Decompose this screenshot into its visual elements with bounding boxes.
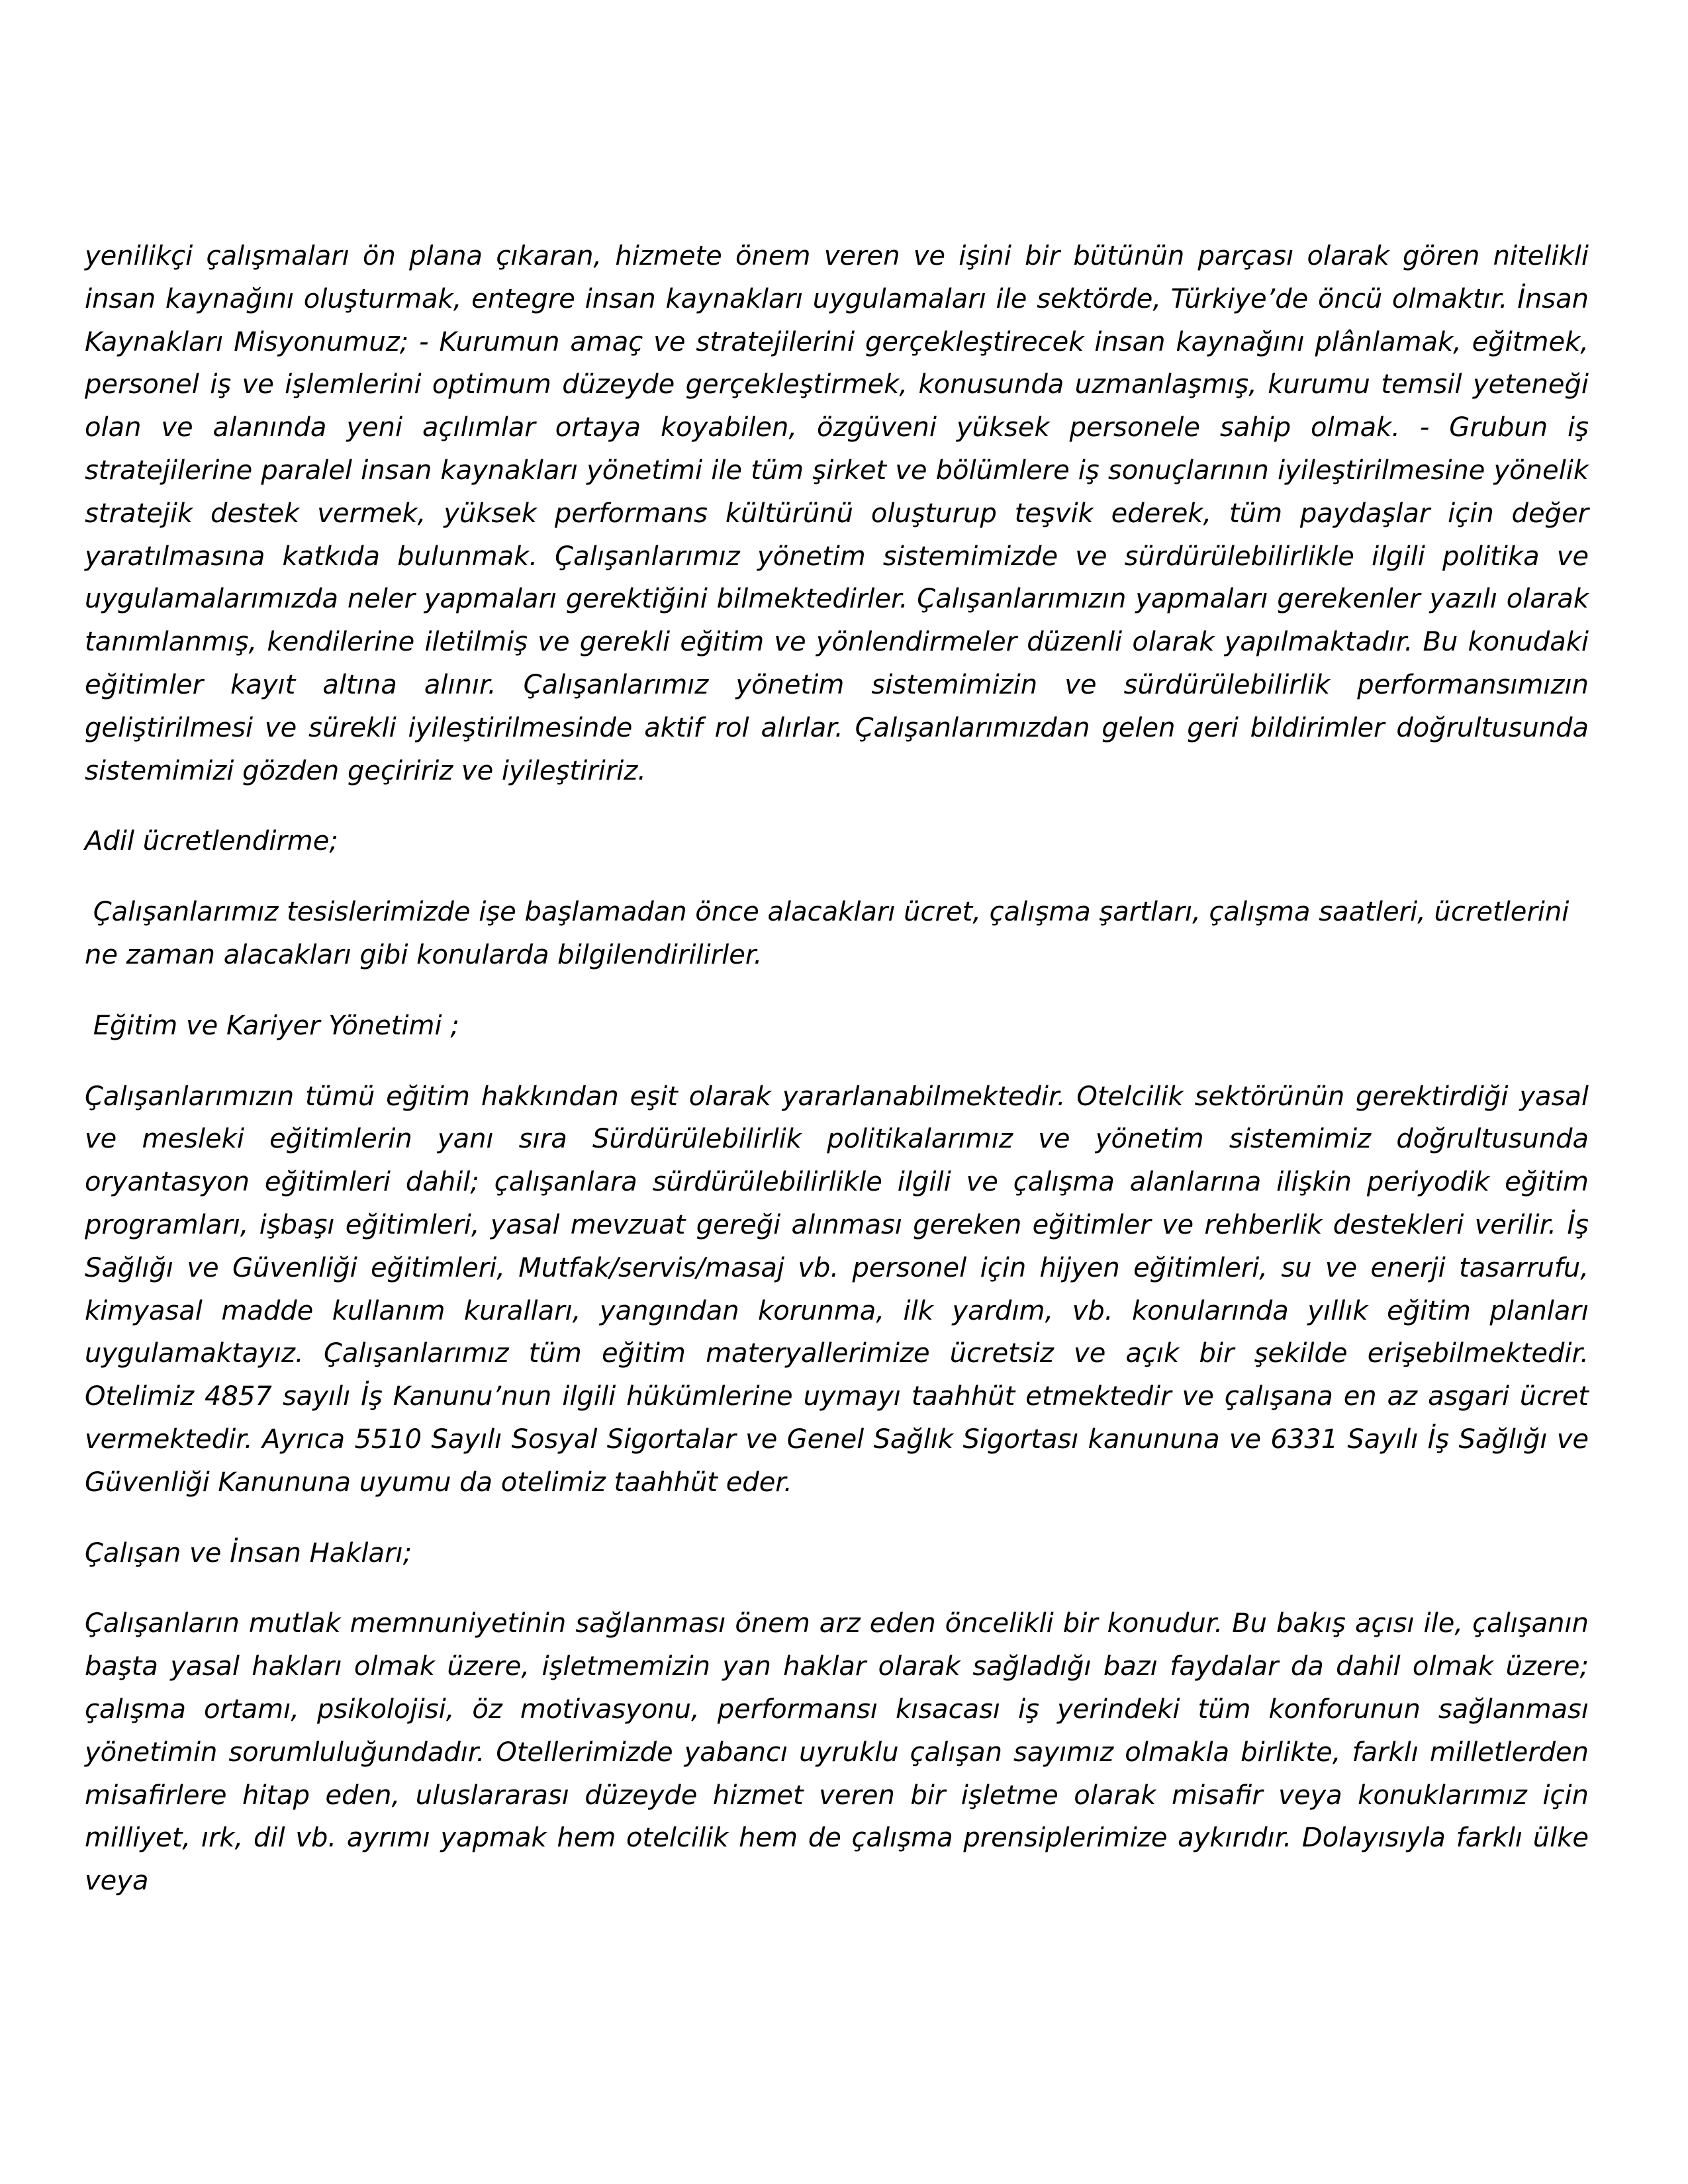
fair-pay-paragraph: Çalışanlarımız tesislerimizde işe başlamadan önce alacakları ücret, çalışma şartları, çalışma saatleri, ücretlerini ne zaman alacakları gibi konularda bilgilendirilirler. [85,897,1578,970]
fair-pay-heading: Adil ücretlendirme; [85,826,338,857]
employee-and-human-rights-heading: Çalışan ve İnsan Hakları; [85,1537,412,1569]
training-and-career-heading: Eğitim ve Kariyer Yönetimi ; [85,1010,459,1041]
document-body [85,235,1597,1903]
intro-paragraph: yenilikçi çalışmaları ön plana çıkaran, hizmete önem veren ve işini bir bütünün parçası olarak gören nitelikli insan kaynağını oluşturmak, entegre insan kaynakları uygulamaları ile sektörde, Türkiye’de öncü olmaktır. İnsan Kaynakları Misyonumuz; - Kurumun amaç ve stratejilerini gerçekleştirecek insan kaynağını plânlamak, eğitmek, personel iş ve işlemlerini optimum düzeyde gerçekleştirmek, konusunda uzmanlaşmış, kurumu temsil yeteneği olan ve alanında yeni açılımlar ortaya koyabilen, özgüveni yüksek personele sahip olmak. - Grubun iş stratejilerine paralel insan kaynakları yönetimi ile tüm şirket ve bölümlere iş sonuçlarının iyileştirilmesine yönelik stratejik destek vermek, yüksek performans kültürünü oluşturup teşvik ederek, tüm paydaşlar için değer yaratılmasına katkıda bulunmak. Çalışanlarımız yönetim sistemimizde ve sürdürülebilirlikle ilgili politika ve uygulamalarımızda neler yapmaları gerektiğini bilmektedirler. Çalışanlarımızın yapmaları gerekenler yazılı olarak tanımlanmış, kendilerine iletilmiş ve gerekli eğitim ve yönlendirmeler düzenli olarak yapılmaktadır. Bu konudaki eğitimler kayıt altına alınır. Çalışanlarımız yönetim sistemimizin ve sürdürülebilirlik performansımızın geliştirilmesi ve sürekli iyileştirilmesinde aktif rol alırlar. Çalışanlarımızdan gelen geri bildirimler doğrultusunda sistemimizi gözden geçiririz ve iyileştiririz. [85,241,1597,786]
training-and-career-paragraph: Çalışanlarımızın tümü eğitim hakkından eşit olarak yararlanabilmektedir. Otelcilik sektörünün gerektirdiği yasal ve mesleki eğitimlerin yanı sıra Sürdürülebilirlik politikalarımız ve yönetim sistemimiz doğrultusunda oryantasyon eğitimleri dahil; çalışanlara sürdürülebilirlikle ilgili ve çalışma alanlarına ilişkin periyodik eğitim programları, işbaşı eğitimleri, yasal mevzuat gereği alınması gereken eğitimler ve rehberlik destekleri verilir. İş Sağlığı ve Güvenliği eğitimleri, Mutfak/servis/masaj vb. personel için hijyen eğitimleri, su ve enerji tasarrufu, kimyasal madde kullanım kuralları, yangından korunma, ilk yardım, vb. konularında yıllık eğitim planları uygulamaktayız. Çalışanlarımız tüm eğitim materyallerimize ücretsiz ve açık bir şekilde erişebilmektedir. Otelimiz 4857 sayılı İş Kanunu’nun ilgili hükümlerine uymayı taahhüt etmektedir ve çalışana en az asgari ücret vermektedir. Ayrıca 5510 Sayılı Sosyal Sigortalar ve Genel Sağlık Sigortası kanununa ve 6331 Sayılı İş Sağlığı ve Güvenliği Kanununa uyumu da otelimiz taahhüt eder. [85,1081,1597,1498]
employee-and-human-rights-paragraph: Çalışanların mutlak memnuniyetinin sağlanması önem arz eden öncelikli bir konudur. Bu bakış açısı ile, çalışanın başta yasal hakları olmak üzere, işletmemizin yan haklar olarak sağladığı bazı faydalar da dahil olmak üzere; çalışma ortamı, psikolojisi, öz motivasyonu, performansı kısacası iş yerindeki tüm konforunun sağlanması yönetimin sorumluluğundadır. Otellerimizde yabancı uyruklu çalışan sayımız olmakla birlikte, farklı milletlerden misafirlere hitap eden, uluslararası düzeyde hizmet veren bir işletme olarak misafir veya konuklarımız için milliyet, ırk, dil vb. ayrımı yapmak hem otelcilik hem de çalışma prensiplerimize aykırıdır. Dolayısıyla farklı ülke veya [85,1608,1597,1897]
